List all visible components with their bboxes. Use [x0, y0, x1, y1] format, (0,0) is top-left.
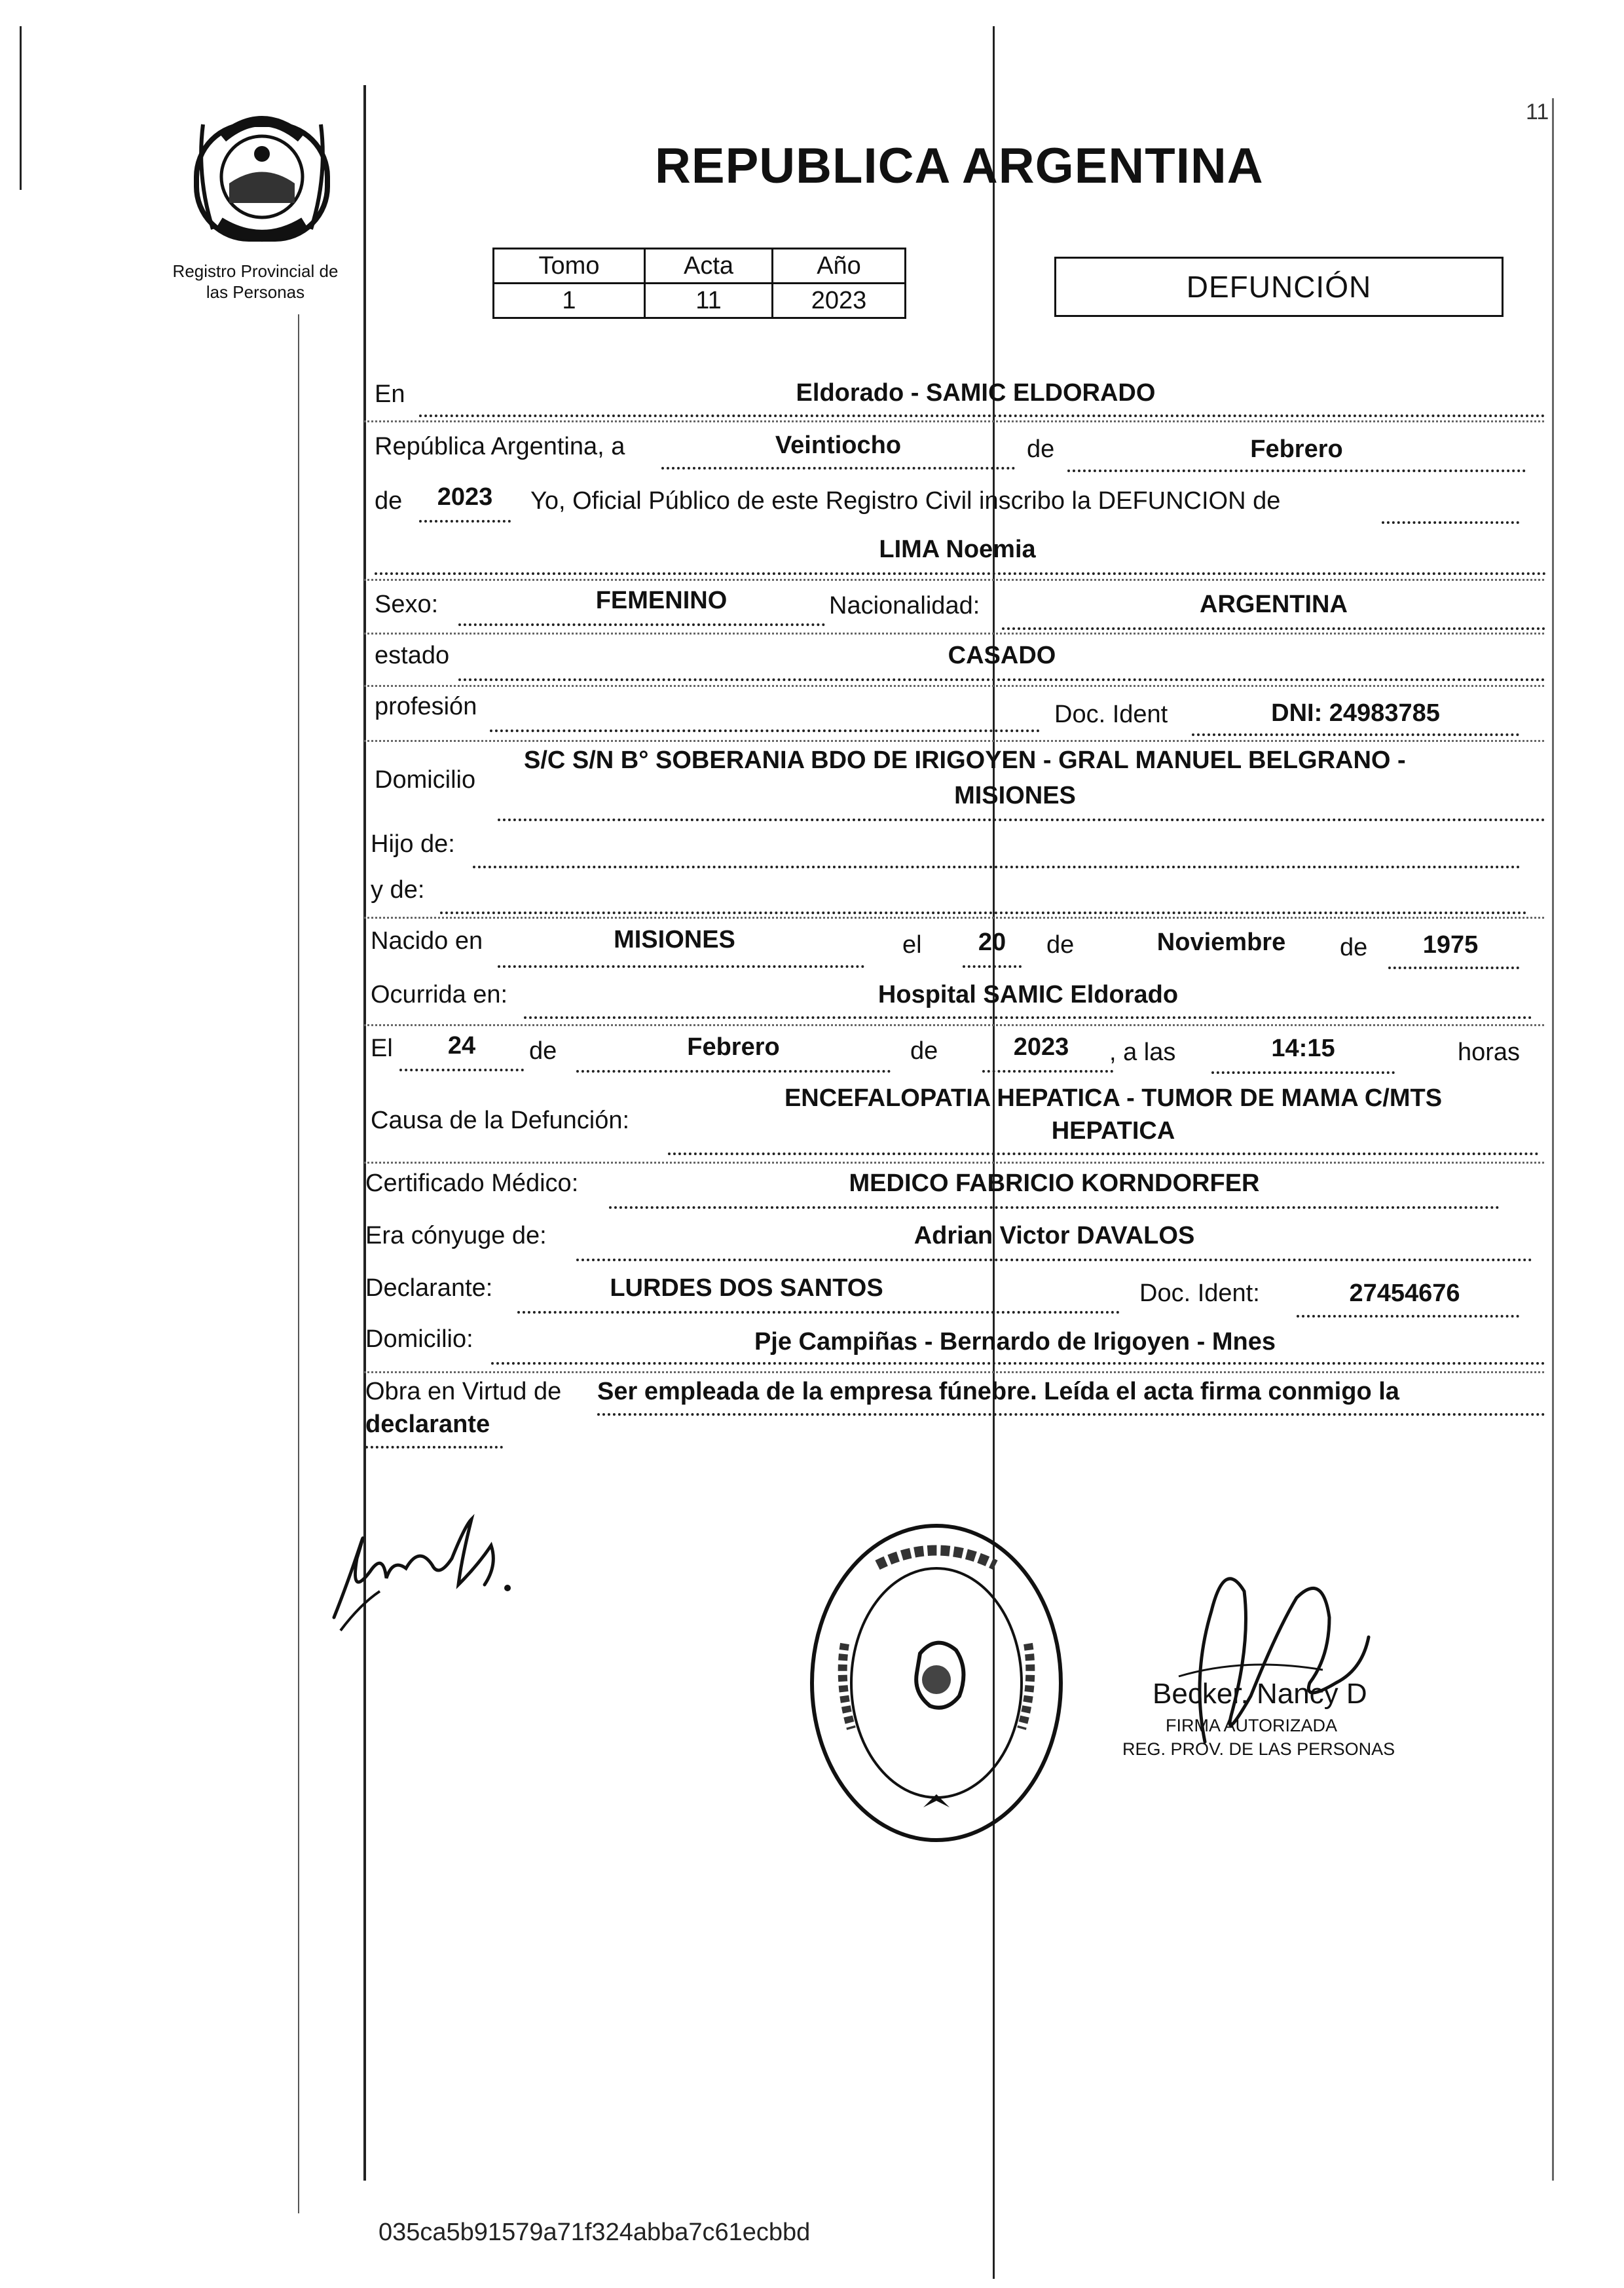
row-domicilio	[0, 747, 1624, 819]
label-certificado: Certificado Médico:	[365, 1170, 579, 1197]
document-type: DEFUNCIÓN	[1186, 270, 1372, 304]
row-en	[0, 377, 1624, 416]
value-domicilio-line1: S/C S/N B° SOBERANIA BDO DE IRIGOYEN - GRAL MANUEL BELGRANO -	[524, 747, 1406, 774]
header-tomo: Tomo	[494, 249, 645, 284]
label-hijo: Hijo de:	[371, 830, 455, 858]
label-doc-ident: Doc. Ident	[1054, 701, 1168, 728]
label-causa: Causa de la Defunción:	[371, 1107, 630, 1134]
row-fecha	[0, 429, 1624, 468]
value-year: 2023	[437, 483, 493, 511]
label-y-de: y de:	[371, 876, 425, 904]
row-ocurrida	[0, 978, 1624, 1018]
row-obra	[0, 1378, 1624, 1450]
label-conyuge: Era cónyuge de:	[365, 1222, 547, 1249]
row-y-de	[0, 874, 1624, 913]
value-estado: CASADO	[948, 642, 1056, 669]
label-de-death-month: de	[529, 1037, 557, 1065]
value-death-day: 24	[447, 1032, 476, 1060]
label-estado: estado	[375, 642, 450, 669]
value-domicilio-line2: MISIONES	[954, 782, 1076, 809]
document-type-box	[1054, 257, 1504, 317]
label-declarante: Declarante:	[365, 1274, 493, 1302]
label-republica: República Argentina, a	[375, 433, 625, 460]
signer-name: Becker, Nancy D	[1153, 1678, 1367, 1710]
declarant-signature	[321, 1506, 530, 1637]
value-causa-line2: HEPATICA	[1051, 1117, 1175, 1145]
value-death-month: Febrero	[687, 1033, 780, 1061]
row-certificado	[0, 1170, 1624, 1209]
value-day-words: Veintiocho	[775, 432, 902, 459]
province-seal-logo	[177, 98, 347, 249]
label-inscribo: Yo, Oficial Público de este Registro Civil inscribo la DEFUNCION de	[530, 487, 1281, 515]
value-en: Eldorado - SAMIC ELDORADO	[796, 379, 1156, 407]
label-profesion: profesión	[375, 693, 477, 720]
label-decl-domicilio: Domicilio:	[365, 1325, 473, 1353]
page-number: 11	[1526, 100, 1549, 124]
value-declarante: LURDES DOS SANTOS	[610, 1274, 883, 1302]
value-conyuge: Adrian Victor DAVALOS	[913, 1222, 1195, 1249]
row-decl-domicilio	[0, 1325, 1624, 1365]
label-obra: Obra en Virtud de	[365, 1378, 562, 1405]
row-fecha-defuncion	[0, 1032, 1624, 1071]
label-en: En	[375, 380, 405, 408]
label-de-year: de	[375, 487, 403, 515]
row-nombre	[0, 536, 1624, 575]
value-birth-month: Noviembre	[1156, 929, 1286, 956]
value-obra-line1: Ser empleada de la empresa fúnebre. Leída el acta firma conmigo la	[597, 1378, 1399, 1405]
value-acta: 11	[645, 284, 773, 318]
value-month: Febrero	[1250, 435, 1343, 463]
row-sexo	[0, 587, 1624, 626]
header-ano: Año	[773, 249, 906, 284]
value-death-time: 14:15	[1271, 1035, 1335, 1062]
value-sexo: FEMENINO	[595, 587, 728, 614]
value-birth-year: 1975	[1422, 931, 1479, 959]
label-horas: horas	[1458, 1039, 1521, 1066]
document-title: REPUBLICA ARGENTINA	[655, 138, 1264, 194]
value-death-year: 2023	[1013, 1033, 1069, 1061]
label-domicilio: Domicilio	[375, 766, 476, 794]
scan-line-outer-left	[20, 26, 22, 190]
value-causa-line1: ENCEFALOPATIA HEPATICA - TUMOR DE MAMA C/MTS	[784, 1084, 1443, 1112]
value-decl-doc: 27454676	[1349, 1280, 1460, 1307]
value-doc-ident: DNI: 24983785	[1271, 699, 1440, 727]
value-birth-day: 20	[978, 929, 1006, 956]
label-decl-doc: Doc. Ident:	[1139, 1280, 1260, 1307]
label-ocurrida: Ocurrida en:	[371, 981, 508, 1008]
value-decl-domicilio: Pje Campiñas - Bernardo de Irigoyen - Mnes	[754, 1328, 1276, 1356]
value-nacido: MISIONES	[614, 926, 735, 953]
value-ano: 2023	[773, 284, 906, 318]
row-nacido	[0, 925, 1624, 964]
value-tomo: 1	[494, 284, 645, 318]
row-inscripcion	[0, 483, 1624, 523]
value-nacionalidad: ARGENTINA	[1200, 591, 1348, 618]
header-acta: Acta	[645, 249, 773, 284]
value-obra-line2: declarante	[365, 1411, 490, 1438]
row-declarante	[0, 1274, 1624, 1314]
logo-caption: Registro Provincial de las Personas	[172, 261, 339, 302]
label-a-las: , a las	[1109, 1039, 1176, 1066]
document-hash: 035ca5b91579a71f324abba7c61ecbbd	[378, 2219, 811, 2246]
official-stamp	[805, 1519, 1067, 1847]
value-ocurrida: Hospital SAMIC Eldorado	[877, 981, 1179, 1008]
value-certificado: MEDICO FABRICIO KORNDORFER	[849, 1170, 1260, 1197]
label-nacionalidad: Nacionalidad:	[829, 592, 980, 619]
signer-office: REG. PROV. DE LAS PERSONAS	[1122, 1739, 1395, 1759]
row-causa	[0, 1084, 1624, 1156]
row-estado	[0, 639, 1624, 678]
row-hijo	[0, 828, 1624, 867]
label-el: el	[902, 931, 922, 959]
label-nacido: Nacido en	[371, 927, 483, 955]
value-deceased-name: LIMA Noemia	[879, 536, 1036, 563]
label-de-death-year: de	[910, 1037, 938, 1065]
reference-table	[492, 248, 906, 319]
label-de-birth-month: de	[1046, 931, 1075, 959]
label-el-death: El	[371, 1035, 393, 1062]
row-conyuge	[0, 1222, 1624, 1261]
label-sexo: Sexo:	[375, 591, 439, 618]
signer-title: FIRMA AUTORIZADA	[1166, 1716, 1338, 1735]
label-de-birth-year: de	[1340, 934, 1368, 961]
row-profesion	[0, 693, 1624, 732]
label-de: de	[1027, 435, 1055, 463]
